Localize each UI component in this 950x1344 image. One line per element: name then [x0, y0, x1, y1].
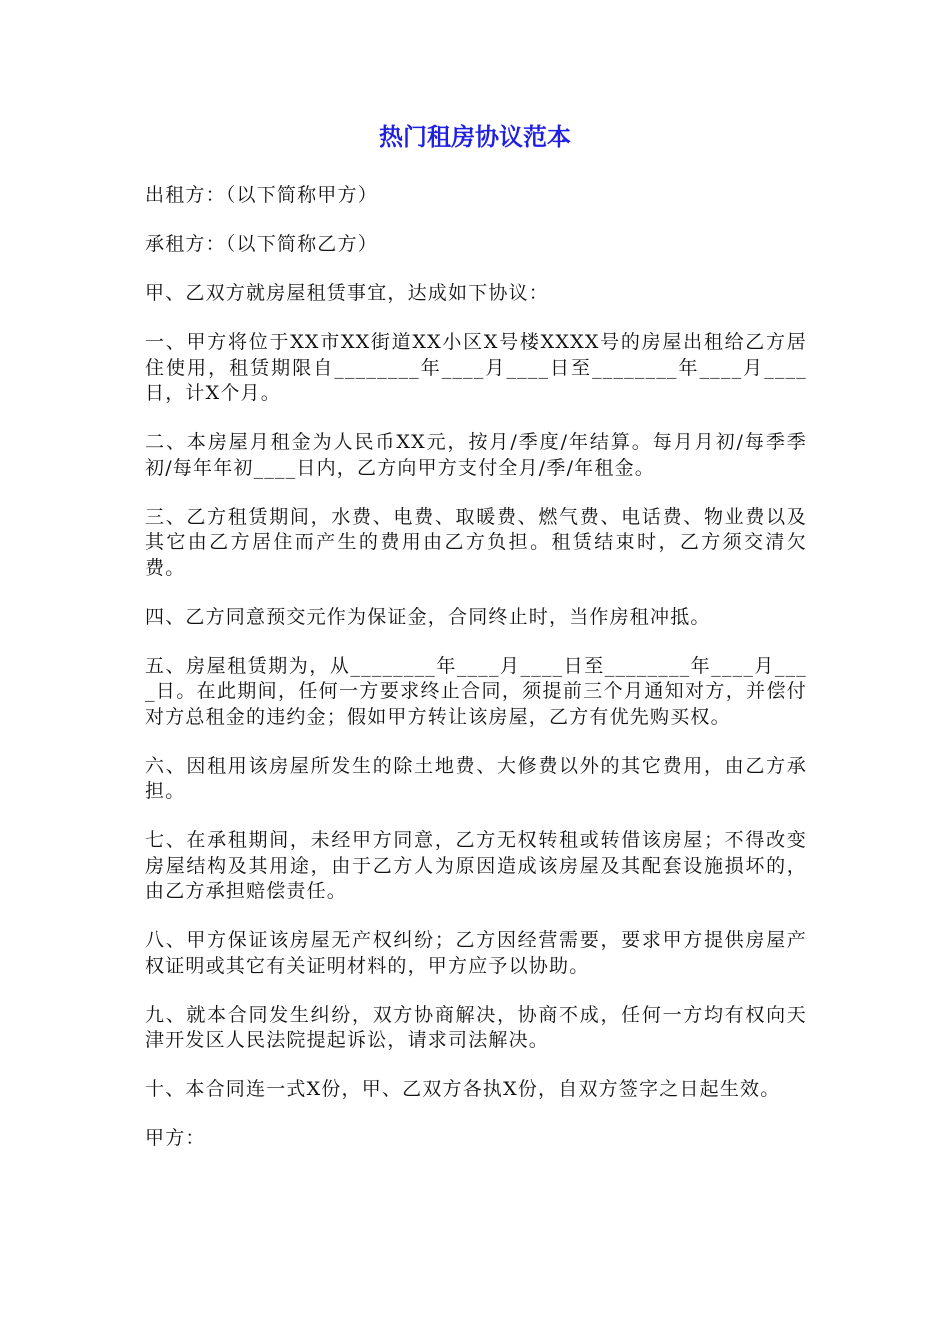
- clause-3: 三、乙方租赁期间，水费、电费、取暖费、燃气费、电话费、物业费以及其它由乙方居住而产生的费用由乙方负担。租赁结束时，乙方须交清欠费。: [145, 505, 807, 579]
- signature-party-a: 甲方：: [145, 1127, 206, 1149]
- agreement-intro: 甲、乙双方就房屋租赁事宜，达成如下协议：: [145, 282, 550, 304]
- document-body: [145, 183, 807, 1175]
- party-lessee-line: 承租方：（以下简称乙方）: [145, 233, 378, 255]
- clause-7: 七、在承租期间，未经甲方同意，乙方无权转租或转借该房屋；不得改变房屋结构及其用途，由于乙方人为原因造成该房屋及其配套设施损坏的，由乙方承担赔偿责任。: [145, 829, 807, 902]
- clause-2: 二、本房屋月租金为人民币XX元，按月/季度/年结算。每月月初/每季季初/每年年初____日内，乙方向甲方支付全月/季/年租金。: [145, 431, 807, 479]
- clause-9: 九、就本合同发生纠纷，双方协商解决，协商不成，任何一方均有权向天津开发区人民法院提起诉讼，请求司法解决。: [145, 1003, 807, 1051]
- clause-8: 八、甲方保证该房屋无产权纠纷；乙方因经营需要，要求甲方提供房屋产权证明或其它有关证明材料的，甲方应予以协助。: [145, 929, 807, 977]
- clause-6: 六、因租用该房屋所发生的除土地费、大修费以外的其它费用，由乙方承担。: [145, 754, 807, 802]
- party-lessor-line: 出租方：（以下简称甲方）: [145, 184, 378, 206]
- document-title: 热门租房协议范本: [379, 123, 571, 151]
- clause-10: 十、本合同连一式X份，甲、乙双方各执X份，自双方签字之日起生效。: [145, 1078, 781, 1100]
- clause-1: 一、甲方将位于XX市XX街道XX小区X号楼XXXX号的房屋出租给乙方居住使用，租赁期限自________年____月____日至________年____月____日，计X个月。: [145, 331, 807, 404]
- clause-4: 四、乙方同意预交元作为保证金，合同终止时，当作房租冲抵。: [145, 605, 711, 628]
- clause-5: 五、房屋租赁期为，从________年____月____日至________年____月____日。在此期间，任何一方要求终止合同，须提前三个月通知对方，并偿付对方总租金的违约金；假如甲方转让该房屋，乙方有优先购买权。: [145, 654, 807, 728]
